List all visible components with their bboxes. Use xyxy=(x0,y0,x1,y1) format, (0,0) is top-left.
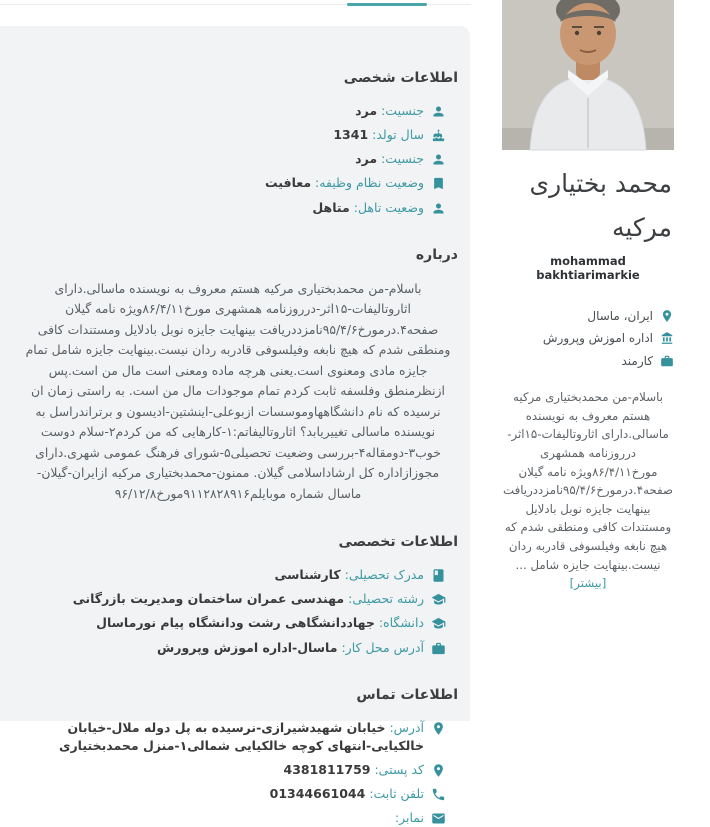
field-value: متاهل xyxy=(312,199,350,215)
field-value: جهاددانشگاهی رشت ودانشگاه پیام نورماسال xyxy=(96,615,375,631)
field-value: ماسال-اداره اموزش وپرورش xyxy=(157,639,338,655)
section-title: اطلاعات تماس xyxy=(356,686,458,703)
field-label: مدرک تحصیلی: xyxy=(344,567,424,583)
graduation-cap-icon xyxy=(431,592,446,607)
more-link[interactable]: [بیشتر] xyxy=(569,576,607,591)
meta-location xyxy=(502,308,674,325)
field-label: وضعیت تاهل: xyxy=(353,199,424,215)
field-value: 01344661044 xyxy=(269,786,366,801)
meta-text: اداره اموزش وپرورش xyxy=(542,331,653,346)
field-label: جنسیت: xyxy=(381,151,424,167)
briefcase-icon xyxy=(660,354,674,368)
book-icon xyxy=(431,568,446,583)
profile-sidebar xyxy=(502,0,674,605)
section-title: اطلاعات شخصی xyxy=(343,70,458,86)
meta-text: ایران، ماسال xyxy=(587,309,653,323)
info-row-gender-2 xyxy=(18,150,446,168)
field-label: آدرس محل کار: xyxy=(341,639,424,655)
section-professional-info xyxy=(18,534,458,657)
field-value: معافیت xyxy=(265,175,312,191)
info-row-landline xyxy=(18,785,446,803)
about-text: باسلام-من محمدبختیاری مرکیه هستم معروف به نویسنده ماسالی.دارای اثاروتالیفات-۱۵اثر-درروزنامه همشهری مورخ۸۶/۴/۱۱ویژه نامه گیلان صفحه۴.درمورخ۹۵/۴/۶نامزددریافت بینهایت جایزه نوبل بادلایل ومستندات کافی ومنطقی شدم که هیچ نابغه وفیلسوفی قادربه ردان نیست.بینهایت جایزه شامل تمام جایزه مادی ومعنوی است.یعنی هرچه ماده ومعنی است مال من است.پس ازنظرمنطق وفلسفه ثابت کردم تمام موجودات مال من است. به راستی زمان ان نرسیده که نام دانشگاههاوموسسات ازبوعلی-اینشتین-ادیسون و برتراندراسل به نویسنده ماسالی تغییریابد؟ اثاروتالیفاتم:۱-کارهایی که من کردم۲-سلام دوست خوب۳-دومقاله۴-بررسی وضعیت تحصیلی۵-شورای فرهنگ عمومی شهری.دارای مجوزازاداره کل ارشاداسلامی گیلان. ممنون-محمدبختیاری مرکیه ازایران-گیلان-ماسال شماره موبایلم۹۱۱۲۸۲۸۹۱۶مورخ۹۶/۱۲/۸ xyxy=(25,280,451,501)
info-row-address xyxy=(18,719,446,755)
info-row-postal-code xyxy=(18,761,446,779)
profile-meta xyxy=(502,308,674,370)
bio-excerpt xyxy=(502,388,674,593)
field-label: وضعیت نظام وظیفه: xyxy=(315,175,424,191)
person-latin-name: mohammad bakhtiarimarkie xyxy=(536,254,640,282)
field-label: دانشگاه: xyxy=(378,615,424,631)
user-icon xyxy=(431,104,446,119)
cake-icon xyxy=(431,128,446,143)
resume-details-panel xyxy=(0,26,470,826)
field-label: کد پستی: xyxy=(374,761,424,777)
field-value: مرد xyxy=(355,103,378,118)
info-row-fax xyxy=(18,809,446,827)
info-row-birth-year xyxy=(18,126,446,144)
portrait-illustration xyxy=(502,0,674,150)
section-title: اطلاعات تخصصی xyxy=(338,534,458,551)
field-label: تلفن ثابت: xyxy=(369,786,424,801)
meta-organization xyxy=(502,330,674,347)
section-personal-info xyxy=(18,70,458,217)
briefcase-icon xyxy=(431,641,446,656)
section-about xyxy=(18,247,458,505)
meta-text: کارمند xyxy=(621,353,653,368)
field-value: 1341 xyxy=(333,127,369,143)
bio-text: باسلام-من محمدبختیاری مرکیه هستم معروف به نویسنده ماسالی.دارای اثاروتالیفات-۱۵اثر-درروزنامه همشهری مورخ۸۶/۴/۱۱ویژه نامه گیلان صفحه۴.درمورخ۹۵/۴/۶نامزددریافت بینهایت جایزه نوبل بادلایل ومستندات کافی ومنطقی شدم که هیچ نابغه وفیلسوفی قادربه ردان نیست.بینهایت جایزه شامل ... xyxy=(502,390,674,572)
section-contact-info xyxy=(18,687,458,827)
field-value: 4381811759 xyxy=(283,761,371,777)
field-value: مهندسی عمران ساختمان ومدیریت بازرگانی xyxy=(72,591,345,607)
info-row-work-address xyxy=(18,639,446,657)
field-label: آدرس: xyxy=(389,719,424,735)
info-row-degree xyxy=(18,566,446,584)
phone-icon xyxy=(431,787,446,802)
info-row-field-of-study xyxy=(18,590,446,608)
field-value: مرد xyxy=(355,151,378,167)
profile-photo xyxy=(502,0,674,150)
building-icon xyxy=(660,331,674,345)
field-value: کارشناسی xyxy=(274,567,341,583)
bookmark-icon xyxy=(431,176,446,191)
location-pin-icon xyxy=(431,763,446,778)
field-label: جنسیت: xyxy=(381,103,424,118)
info-row-university xyxy=(18,614,446,632)
person-name: محمد بختیاری مرکیه xyxy=(529,169,672,242)
tab-strip-baseline xyxy=(0,4,471,5)
field-value: خیابان شهیدشیرازی-نرسیده به پل دوله ملال-خیابان خالکیایی-انتهای کوچه خالکیایی شمالی۱-منزل محمدبختیاری xyxy=(59,719,424,753)
field-label: نمابر: xyxy=(394,810,424,826)
location-pin-icon xyxy=(660,309,674,323)
location-pin-icon xyxy=(431,721,446,736)
user-icon xyxy=(431,201,446,216)
envelope-icon xyxy=(431,811,446,826)
meta-job-title xyxy=(502,353,674,370)
info-row-marital-status xyxy=(18,199,446,217)
graduation-cap-icon xyxy=(431,616,446,631)
field-label: سال تولد: xyxy=(372,127,424,143)
user-icon xyxy=(431,152,446,167)
active-tab-indicator[interactable] xyxy=(347,3,427,6)
section-title: درباره xyxy=(415,246,458,263)
info-row-military-status xyxy=(18,174,446,192)
info-row-gender xyxy=(18,102,446,120)
field-label: رشته تحصیلی: xyxy=(348,591,424,607)
